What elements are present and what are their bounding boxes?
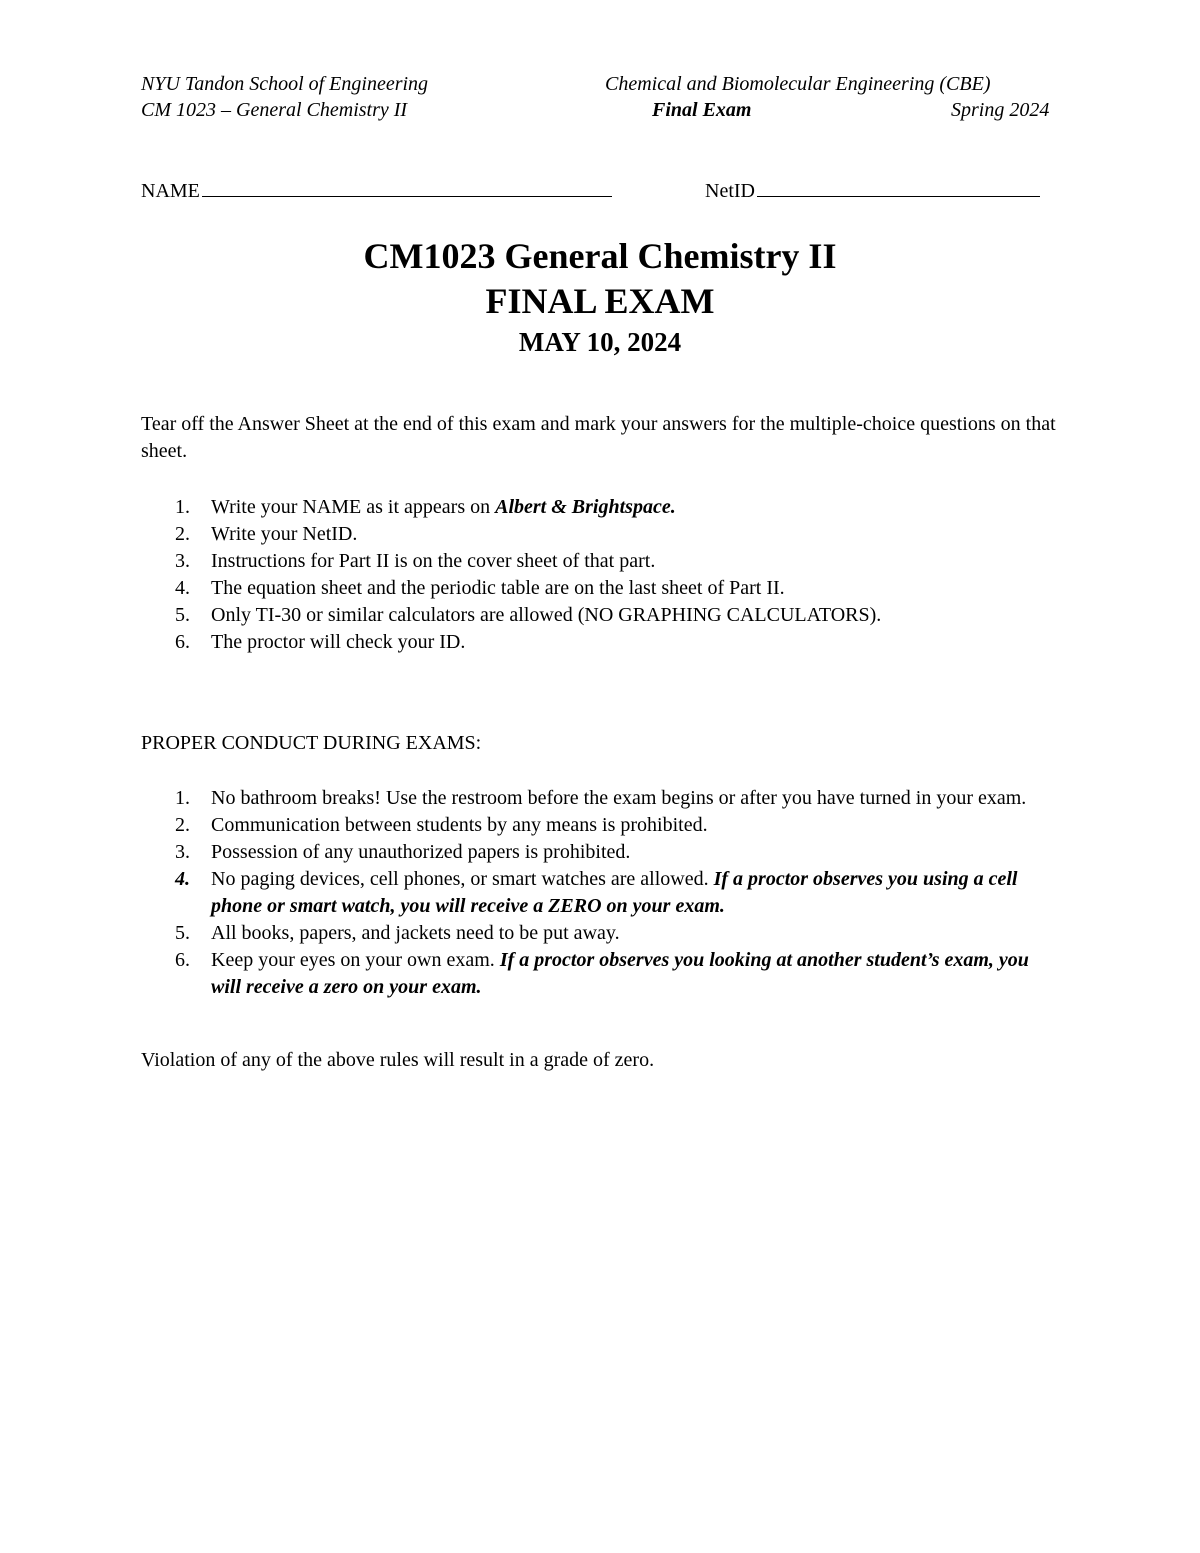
list-text: Keep your eyes on your own exam. xyxy=(211,949,500,971)
conduct-heading: PROPER CONDUCT DURING EXAMS: xyxy=(141,732,482,754)
list-number: 5. xyxy=(175,604,190,626)
list-number: 3. xyxy=(175,550,190,572)
list-number: 4. xyxy=(175,868,190,890)
list-number: 6. xyxy=(175,631,190,653)
list-number: 4. xyxy=(175,577,190,599)
list-text: All books, papers, and jackets need to be put away. xyxy=(211,922,620,944)
name-label: NAME xyxy=(141,180,200,202)
exam-date: MAY 10, 2024 xyxy=(518,327,682,357)
list-text: Only TI-30 or similar calculators are allowed (NO GRAPHING CALCULATORS). xyxy=(211,604,882,626)
school-name: NYU Tandon School of Engineering xyxy=(141,73,429,95)
exam-type: Final Exam xyxy=(652,99,752,121)
list-text: Write your NetID. xyxy=(211,523,358,545)
list-number: 1. xyxy=(175,787,190,809)
list-item xyxy=(141,521,1061,548)
department-name: Chemical and Biomolecular Engineering (CBE) xyxy=(605,73,991,95)
list-text: Write your NAME as it appears on xyxy=(211,496,496,518)
list-text: The equation sheet and the periodic table are on the last sheet of Part II. xyxy=(211,577,785,599)
list-item xyxy=(141,629,1061,656)
list-text: Communication between students by any means is prohibited. xyxy=(211,814,708,836)
list-number: 1. xyxy=(175,496,190,518)
list-item xyxy=(141,575,1061,602)
list-item xyxy=(141,602,1061,629)
list-item xyxy=(141,866,1061,920)
instructions-list xyxy=(141,494,1061,656)
exam-subtitle: FINAL EXAM xyxy=(485,281,715,321)
list-number: 2. xyxy=(175,523,190,545)
list-number: 3. xyxy=(175,841,190,863)
name-field[interactable] xyxy=(141,176,612,204)
list-item xyxy=(141,920,1061,947)
violation-note: Violation of any of the above rules will result in a grade of zero. xyxy=(141,1049,655,1071)
list-item xyxy=(141,947,1061,1001)
list-number: 5. xyxy=(175,922,190,944)
course-code: CM 1023 – General Chemistry II xyxy=(141,99,408,121)
conduct-list xyxy=(141,785,1061,1001)
list-number: 2. xyxy=(175,814,190,836)
list-text: The proctor will check your ID. xyxy=(211,631,466,653)
list-number: 6. xyxy=(175,949,190,971)
exam-term: Spring 2024 xyxy=(951,99,1050,121)
netid-blank-line[interactable] xyxy=(757,176,1040,197)
netid-field[interactable] xyxy=(705,176,1040,204)
list-item xyxy=(141,839,1061,866)
list-text: Possession of any unauthorized papers is prohibited. xyxy=(211,841,631,863)
list-emphasis: If a proctor observes you looking at another student’s exam, you will receive a zero on your exam. xyxy=(211,949,1029,998)
list-item xyxy=(141,785,1061,812)
list-item xyxy=(141,494,1061,521)
list-text: No paging devices, cell phones, or smart watches are allowed. xyxy=(211,868,714,890)
intro-paragraph: Tear off the Answer Sheet at the end of this exam and mark your answers for the multiple-choice questions on that sheet. xyxy=(141,413,1056,462)
list-emphasis: If a proctor observes you using a cell phone or smart watch, you will receive a ZERO on your exam. xyxy=(211,868,1018,917)
name-blank-line[interactable] xyxy=(202,176,612,197)
list-item xyxy=(141,548,1061,575)
list-emphasis: Albert & Brightspace. xyxy=(495,496,676,518)
exam-title: CM1023 General Chemistry II xyxy=(363,236,837,276)
list-item xyxy=(141,812,1061,839)
list-text: Instructions for Part II is on the cover sheet of that part. xyxy=(211,550,656,572)
list-text: No bathroom breaks! Use the restroom before the exam begins or after you have turned in your exam. xyxy=(211,787,1027,809)
netid-label: NetID xyxy=(705,180,755,202)
